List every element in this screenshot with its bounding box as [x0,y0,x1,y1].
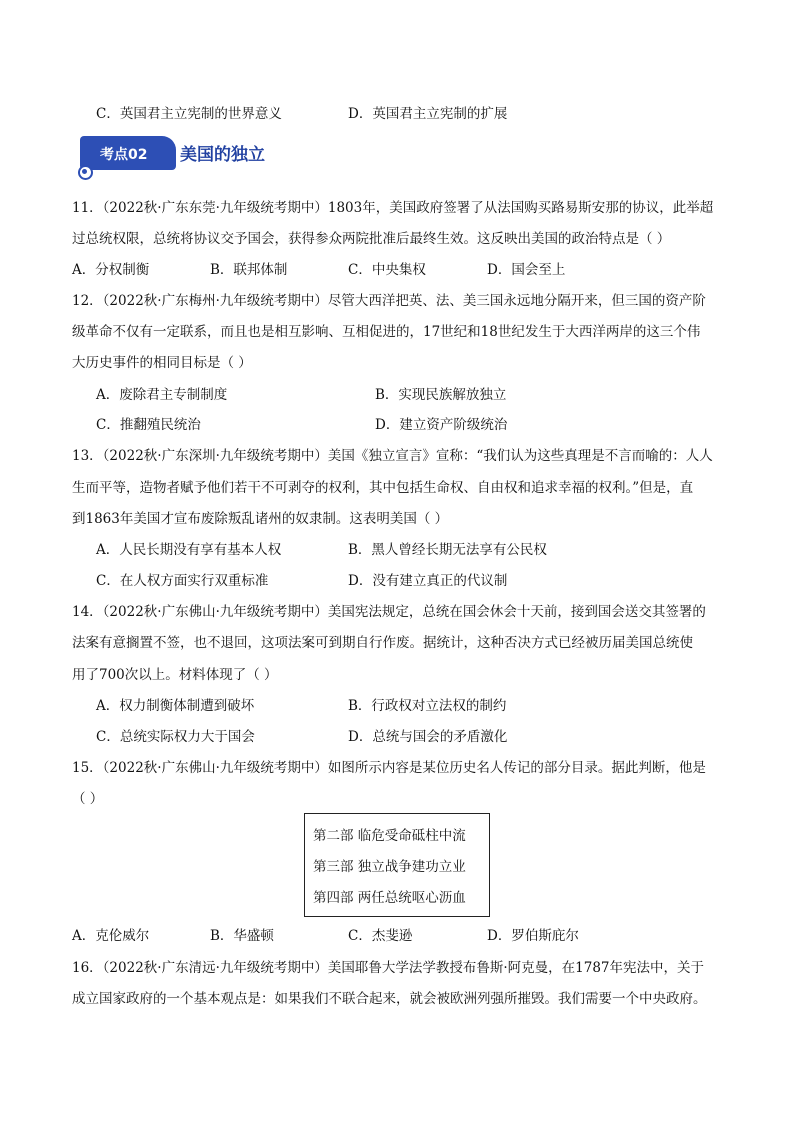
q15-option-c: C．杰斐逊 [348,928,413,944]
q16-line2: 成立国家政府的一个基本观点是：如果我们不联合起来，就会被欧洲列强所摧毁。我们需要一个中央政府。 [72,991,707,1007]
q13-line1: 13．（2022秋·广东深圳·九年级统考期中）美国《独立宣言》宣称：“我们认为这些真理是不言而喻的：人人 [72,448,713,464]
q14-line1: 14．（2022秋·广东佛山·九年级统考期中）美国宪法规定，总统在国会休会十天前，接到国会送交其签署的 [72,604,706,620]
toc-row: 第二部 临危受命砥柱中流 [313,828,466,844]
toc-row: 第四部 两任总统呕心沥血 [313,890,466,906]
q14-option-c: C．总统实际权力大于国会 [96,729,255,745]
q12-option-b: B．实现民族解放独立 [375,387,507,403]
q11-option-c: C．中央集权 [348,262,426,278]
section-title: 美国的独立 [180,145,265,165]
q12-line2: 级革命不仅有一定联系，而且也是相互影响、互相促进的，17世纪和18世纪发生于大西洋两岸的这三个伟 [72,324,701,340]
q12-option-c: C．推翻殖民统治 [96,417,201,433]
badge-label: 考点02 [100,147,148,163]
q11-line2: 过总统权限，总统将协议交予国会，获得参众两院批准后最终生效。这反映出美国的政治特点是（ ） [72,231,671,247]
biography-toc-box [304,813,490,917]
q14-option-b: B．行政权对立法权的制约 [348,698,507,714]
prev-option-d: D．英国君主立宪制的扩展 [348,106,508,122]
prev-option-c: C．英国君主立宪制的世界意义 [96,106,282,122]
q12-line1: 12．（2022秋·广东梅州·九年级统考期中）尽管大西洋把英、法、美三国永远地分隔开来，但三国的资产阶 [72,293,706,309]
q16-line1: 16．（2022秋·广东清远·九年级统考期中）美国耶鲁大学法学教授布鲁斯·阿克曼，在1787年宪法中，关于 [72,960,705,976]
q11-option-a: A．分权制衡 [72,262,150,278]
q13-option-a: A．人民长期没有享有基本人权 [96,542,282,558]
q13-line2: 生而平等，造物者赋予他们若干不可剥夺的权利，其中包括生命权、自由权和追求幸福的权利。”但是，直 [72,480,694,496]
q15-line2: （ ） [72,791,104,807]
q13-option-c: C．在人权方面实行双重标准 [96,573,269,589]
q15-option-d: D．罗伯斯庇尔 [487,928,579,944]
q15-line1: 15．（2022秋·广东佛山·九年级统考期中）如图所示内容是某位历史名人传记的部分目录。据此判断，他是 [72,760,706,776]
section-badge [80,136,176,172]
q14-line3: 用了700次以上。材料体现了（ ） [72,667,278,683]
q15-option-b: B．华盛顿 [210,928,274,944]
q15-option-a: A．克伦威尔 [72,928,150,944]
q12-line3: 大历史事件的相同目标是（ ） [72,355,252,371]
q11-option-d: D．国会至上 [487,262,566,278]
q11-option-b: B．联邦体制 [210,262,288,278]
q11-line1: 11．（2022秋·广东东莞·九年级统考期中）1803年，美国政府签署了从法国购买路易斯安那的协议，此举超 [72,200,714,216]
toc-row: 第三部 独立战争建功立业 [313,859,466,875]
q13-option-d: D．没有建立真正的代议制 [348,573,508,589]
q14-line2: 法案有意搁置不签，也不退回，这项法案可到期自行作废。据统计，这种否决方式已经被历届美国总统使 [72,635,693,651]
badge-dot-icon [82,169,87,174]
q13-line3: 到1863年美国才宣布废除叛乱诸州的奴隶制。这表明美国（ ） [72,511,449,527]
q13-option-b: B．黑人曾经长期无法享有公民权 [348,542,547,558]
q14-option-d: D．总统与国会的矛盾激化 [348,729,508,745]
q12-option-d: D．建立资产阶级统治 [375,417,508,433]
q12-option-a: A．废除君主专制制度 [96,387,228,403]
q14-option-a: A．权力制衡体制遭到破坏 [96,698,255,714]
